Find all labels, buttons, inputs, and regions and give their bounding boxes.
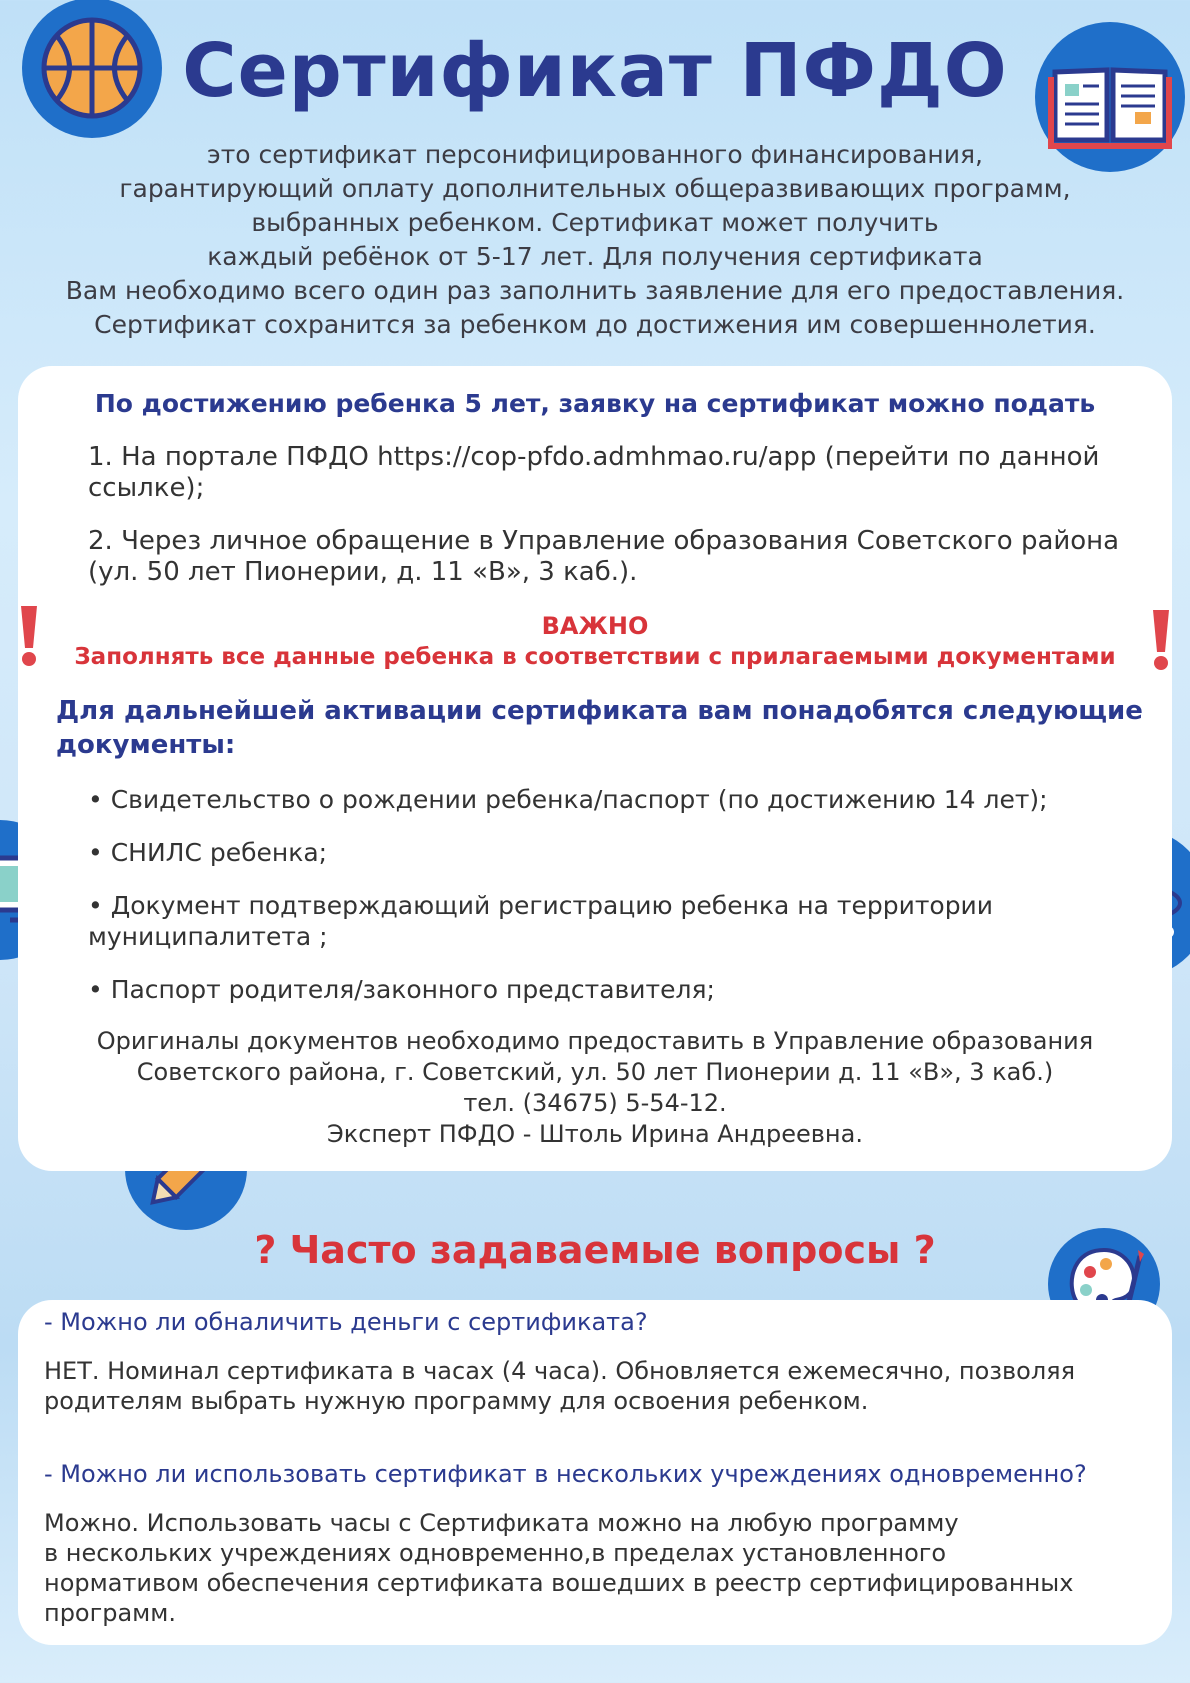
documents-heading [56,694,1143,762]
apply-item-line: 1. На портале ПФДО https://cop-pfdo.admhmao.ru/app (перейти по данной [88,442,1100,472]
faq-title: Часто задаваемые вопросы [289,1228,901,1272]
intro-line: это сертификат персонифицированного финансирования, [206,140,983,169]
intro-line: Вам необходимо всего один раз заполнить заявление для его предоставления. [65,276,1125,305]
intro-line: гарантирующий оплату дополнительных общеразвивающих программ, [119,174,1071,203]
question-mark-icon: ? [254,1228,277,1272]
list-item: • СНИЛС ребенка; [88,838,328,867]
documents-heading-line: документы: [56,730,236,760]
originals-line: Эксперт ПФДО - Штоль Ирина Андреевна. [327,1120,863,1148]
originals-note [0,1026,1190,1150]
faq-answer [44,1356,1075,1416]
faq-answer-line: НЕТ. Номинал сертификата в часах (4 часа). Обновляется ежемесячно, позволяя [44,1357,1076,1385]
apply-item-office [88,526,1119,588]
apply-item-line: ссылке); [88,473,205,503]
list-item: муниципалитета ; [88,922,328,951]
list-item: • Документ подтверждающий регистрацию ребенка на территории [88,891,994,920]
apply-item-line: (ул. 50 лет Пионерии, д. 11 «В», 3 каб.). [88,557,638,587]
faq-answer [44,1508,1073,1628]
faq-answer-line: программ. [44,1599,176,1627]
originals-line: тел. (34675) 5-54-12. [463,1089,727,1117]
faq-answer-line: нормативом обеспечения сертификата вошедших в реестр сертифицированных [44,1569,1074,1597]
intro-paragraph [0,138,1190,342]
important-text: Заполнять все данные ребенка в соответствии с прилагаемыми документами [74,644,1116,670]
question-mark-icon: ? [913,1228,936,1272]
faq-answer-line: родителям выбрать нужную программу для освоения ребенком. [44,1387,869,1415]
originals-line: Оригиналы документов необходимо предоставить в Управление образования [96,1027,1094,1055]
intro-line: Сертификат сохранится за ребенком до достижения им совершеннолетия. [94,310,1096,339]
apply-heading: По достижению ребенка 5 лет, заявку на сертификат можно подать [94,389,1096,418]
apply-item-portal [88,442,1099,504]
page-title: Сертификат ПФДО [182,28,1008,114]
faq-question: - Можно ли использовать сертификат в нескольких учреждениях одновременно? [44,1460,1087,1488]
documents-list [88,784,1048,1005]
intro-line: каждый ребёнок от 5-17 лет. Для получения сертификата [207,242,983,271]
originals-line: Советского района, г. Советский, ул. 50 лет Пионерии д. 11 «В», 3 каб.) [136,1058,1054,1086]
intro-line: выбранных ребенком. Сертификат может получить [251,208,939,237]
apply-item-line: 2. Через личное обращение в Управление образования Советского района [88,526,1120,556]
faq-answer-line: в нескольких учреждениях одновременно,в пределах установленного [44,1539,947,1567]
important-label: ВАЖНО [541,612,649,640]
list-item: • Свидетельство о рождении ребенка/паспорт (по достижению 14 лет); [88,785,1048,814]
list-item: • Паспорт родителя/законного представителя; [88,975,715,1004]
faq-answer-line: Можно. Использовать часы с Сертификата можно на любую программу [44,1509,959,1537]
faq-title-row [0,1228,1190,1272]
documents-heading-line: Для дальнейшей активации сертификата вам понадобятся следующие [56,696,1143,726]
faq-question: - Можно ли обналичить деньги с сертификата? [44,1308,648,1336]
